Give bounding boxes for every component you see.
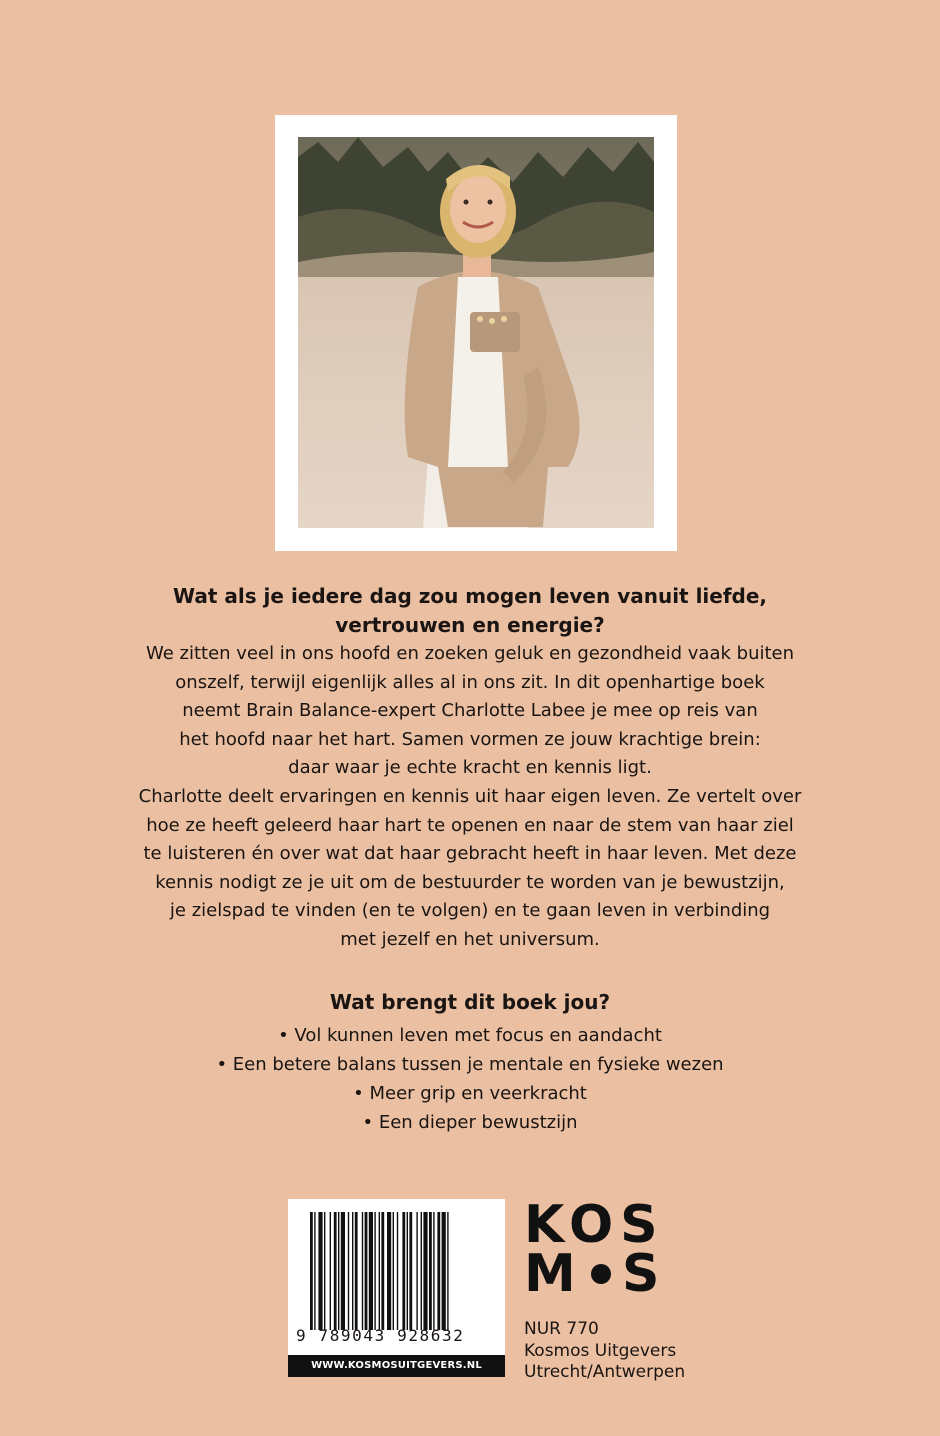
barcode-bar [365, 1212, 368, 1330]
barcode-bar [355, 1212, 358, 1330]
list-item: • Een betere balans tussen je mentale en fysieke wezen [60, 1050, 880, 1079]
benefits-title: Wat brengt dit boek jou? [329, 990, 611, 1014]
headline [60, 582, 880, 640]
barcode-bars [310, 1212, 482, 1330]
paragraph-line: Charlotte deelt ervaringen en kennis uit haar eigen leven. Ze vertelt over [138, 785, 802, 807]
publisher-name: Kosmos Uitgevers [524, 1340, 677, 1361]
barcode-bar [324, 1212, 325, 1330]
list-item: • Meer grip en veerkracht [60, 1079, 880, 1108]
portrait-illustration [298, 137, 654, 528]
logo-letter-s: S [622, 1244, 667, 1304]
barcode-bar [341, 1212, 345, 1330]
barcode-bar [310, 1212, 313, 1330]
headline-line: vertrouwen en energie? [335, 613, 605, 637]
barcode-bar [338, 1212, 339, 1330]
logo-dot-icon [591, 1264, 611, 1284]
barcode-bar [447, 1212, 448, 1330]
barcode-bar [379, 1212, 380, 1330]
paragraph-intro [60, 640, 880, 783]
kosmos-logo [524, 1197, 674, 1307]
barcode-bar [362, 1212, 363, 1330]
publisher-location: Utrecht/Antwerpen [524, 1362, 686, 1382]
description-block [60, 582, 880, 955]
paragraph-line: hoe ze heeft geleerd haar hart te openen en naar de stem van haar ziel [146, 814, 794, 836]
paragraph-author [60, 783, 880, 955]
barcode-bar [374, 1212, 375, 1330]
barcode-bar [407, 1212, 408, 1330]
isbn-barcode [288, 1199, 505, 1377]
barcode-bar [421, 1212, 422, 1330]
barcode-bar [416, 1212, 417, 1330]
barcode-bar [437, 1212, 440, 1330]
barcode-bar [433, 1212, 434, 1330]
barcode-bar [369, 1212, 373, 1330]
paragraph-line: met jezelf en het universum. [340, 928, 600, 950]
author-photo-frame [275, 115, 677, 551]
barcode-bar [387, 1212, 391, 1330]
barcode-bar [318, 1212, 322, 1330]
paragraph-line: te luisteren én over wat dat haar gebracht heeft in haar leven. Met deze [143, 843, 797, 865]
list-item: • Een dieper bewustzijn [60, 1108, 880, 1137]
headline-line: Wat als je iedere dag zou mogen leven vanuit liefde, [172, 584, 768, 608]
barcode-bar [381, 1212, 384, 1330]
barcode-bar [393, 1212, 394, 1330]
benefits-section [60, 986, 880, 1137]
paragraph-line: je zielspad te vinden (en te volgen) en te gaan leven in verbinding [169, 900, 771, 922]
logo-row-top: KOS [524, 1195, 665, 1255]
paragraph-line: kennis nodigt ze je uit om de bestuurder te worden van je bewustzijn, [155, 871, 785, 893]
barcode-bar [334, 1212, 337, 1330]
barcode-bar [402, 1212, 405, 1330]
author-portrait-photo [298, 137, 654, 528]
publisher-info [524, 1319, 685, 1384]
barcode-bar [423, 1212, 427, 1330]
nur-code: NUR 770 [524, 1319, 599, 1339]
paragraph-line: We zitten veel in ons hoofd en zoeken geluk en gezondheid vaak buiten [145, 643, 795, 664]
barcode-digits: 9 789043 928632 [296, 1326, 465, 1345]
paragraph-line: neemt Brain Balance-expert Charlotte Labee je mee op reis van [182, 700, 758, 722]
barcode-bar [330, 1212, 331, 1330]
logo-letter-m: M [524, 1244, 583, 1304]
barcode-bar [348, 1212, 349, 1330]
publisher-url: WWW.KOSMOSUITGEVERS.NL [288, 1355, 505, 1377]
paragraph-line: het hoofd naar het hart. Samen vormen ze jouw krachtige brein: [179, 728, 761, 750]
paragraph-line: onszelf, terwijl eigenlijk alles al in ons zit. In dit openhartige boek [175, 671, 765, 693]
paragraph-line: daar waar je echte kracht en kennis ligt. [288, 757, 652, 779]
barcode-bar [409, 1212, 412, 1330]
list-item: • Vol kunnen leven met focus en aandacht [60, 1021, 880, 1050]
barcode-bar [352, 1212, 353, 1330]
benefits-list [60, 1021, 880, 1137]
barcode-bar [429, 1212, 432, 1330]
barcode-bar [314, 1212, 315, 1330]
barcode-bar [442, 1212, 446, 1330]
barcode-bar [397, 1212, 398, 1330]
